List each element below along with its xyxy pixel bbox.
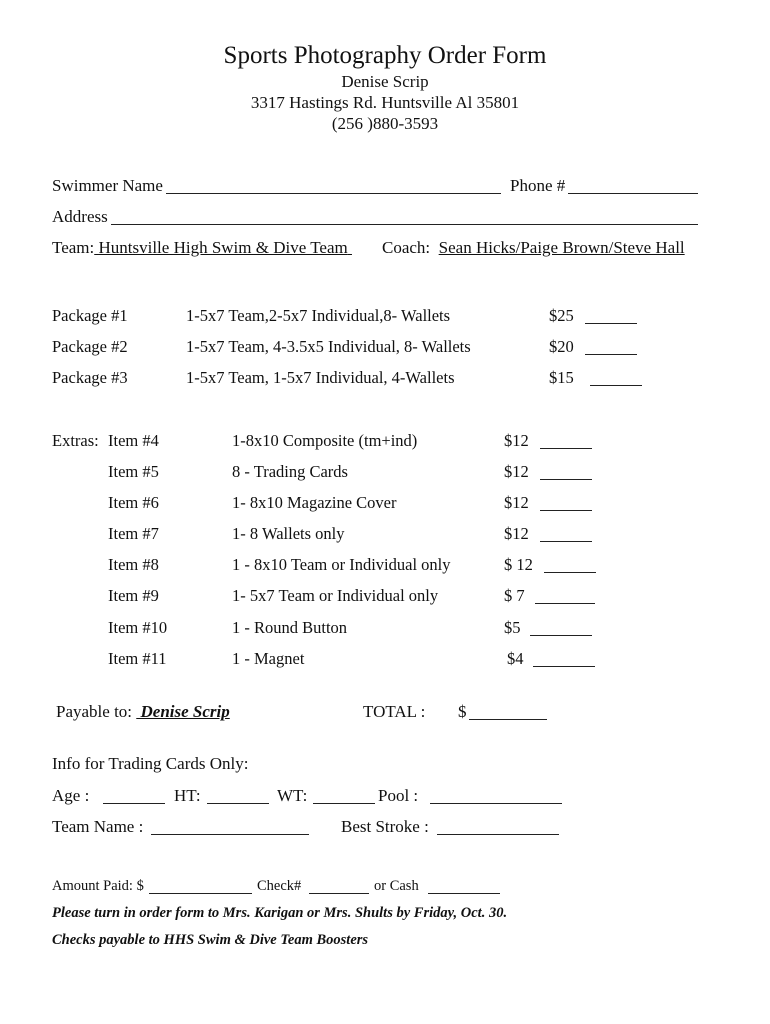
total-label: TOTAL : — [363, 702, 426, 721]
item-10-desc: 1 - Round Button — [232, 618, 348, 637]
item-11-qty-field[interactable] — [533, 666, 595, 667]
item-9-qty-field[interactable] — [535, 603, 595, 604]
package-1-qty-field[interactable] — [585, 323, 637, 324]
trading-cards-heading: Info for Trading Cards Only: — [52, 754, 249, 773]
photographer-address: 3317 Hastings Rd. Huntsville Al 35801 — [250, 93, 520, 112]
package-2-qty-field[interactable] — [585, 354, 637, 355]
pool-label: Pool : — [378, 786, 419, 805]
age-field[interactable] — [103, 803, 165, 804]
wt-field[interactable] — [313, 803, 375, 804]
form-title: Sports Photography Order Form — [223, 42, 547, 69]
package-3-desc: 1-5x7 Team, 1-5x7 Individual, 4-Wallets — [186, 368, 455, 387]
wt-label: WT: — [277, 786, 308, 805]
swimmer-name-label: Swimmer Name — [52, 176, 163, 195]
package-2-desc: 1-5x7 Team, 4-3.5x5 Individual, 8- Wallets — [186, 337, 471, 356]
total-prefix: $ — [458, 702, 467, 721]
coach-label: Coach: — [382, 238, 431, 257]
swimmer-name-field[interactable] — [166, 193, 501, 194]
item-9-desc: 1- 5x7 Team or Individual only — [232, 586, 439, 605]
team-value: Huntsville High Swim & Dive Team — [98, 238, 348, 257]
item-10-label: Item #10 — [108, 618, 168, 637]
checks-payable-note: Checks payable to HHS Swim & Dive Team Boosters — [52, 932, 369, 948]
check-label: Check# — [257, 878, 302, 894]
item-9-label: Item #9 — [108, 586, 159, 605]
address-field[interactable] — [111, 224, 698, 225]
package-2-price: $20 — [549, 337, 574, 356]
item-4-qty-field[interactable] — [540, 448, 592, 449]
item-11-label: Item #11 — [108, 649, 167, 668]
payable-label: Payable to: — [56, 702, 133, 721]
item-7-price: $12 — [504, 524, 529, 543]
coach-value: Sean Hicks/Paige Brown/Steve Hall — [438, 238, 685, 257]
item-8-price: $ 12 — [504, 555, 533, 574]
team-name-label: Team Name : — [52, 817, 144, 836]
team-label: Team: — [52, 238, 95, 257]
team-row — [52, 238, 352, 258]
item-11-desc: 1 - Magnet — [232, 649, 305, 668]
package-1-label: Package #1 — [52, 306, 128, 325]
ht-field[interactable] — [207, 803, 269, 804]
phone-label: Phone # — [510, 176, 566, 195]
package-3-qty-field[interactable] — [590, 385, 642, 386]
photographer-name: Denise Scrip — [341, 72, 429, 91]
payable-value: Denise Scrip — [140, 702, 230, 721]
item-5-desc: 8 - Trading Cards — [232, 462, 348, 481]
best-stroke-label: Best Stroke : — [341, 817, 429, 836]
team-name-field[interactable] — [151, 834, 309, 835]
item-8-desc: 1 - 8x10 Team or Individual only — [232, 555, 451, 574]
item-7-desc: 1- 8 Wallets only — [232, 524, 345, 543]
amount-paid-field[interactable] — [149, 893, 252, 894]
item-4-desc: 1-8x10 Composite (tm+ind) — [232, 431, 418, 450]
coach-row — [382, 238, 685, 258]
package-2-label: Package #2 — [52, 337, 128, 356]
package-3-price: $15 — [549, 368, 574, 387]
item-7-qty-field[interactable] — [540, 541, 592, 542]
package-3-label: Package #3 — [52, 368, 128, 387]
age-label: Age : — [52, 786, 90, 805]
turn-in-note: Please turn in order form to Mrs. Karigan or Mrs. Shults by Friday, Oct. 30. — [52, 905, 508, 921]
item-6-price: $12 — [504, 493, 529, 512]
item-5-qty-field[interactable] — [540, 479, 592, 480]
check-field[interactable] — [309, 893, 369, 894]
item-6-desc: 1- 8x10 Magazine Cover — [232, 493, 397, 512]
ht-label: HT: — [174, 786, 201, 805]
payable-row — [56, 702, 230, 722]
item-5-label: Item #5 — [108, 462, 159, 481]
pool-field[interactable] — [430, 803, 562, 804]
item-6-label: Item #6 — [108, 493, 159, 512]
address-label: Address — [52, 207, 108, 226]
amount-paid-label: Amount Paid: $ — [52, 878, 144, 894]
package-1-desc: 1-5x7 Team,2-5x7 Individual,8- Wallets — [186, 306, 451, 325]
cash-field[interactable] — [428, 893, 500, 894]
total-field[interactable] — [469, 719, 547, 720]
item-8-qty-field[interactable] — [544, 572, 596, 573]
phone-field[interactable] — [568, 193, 698, 194]
item-8-label: Item #8 — [108, 555, 159, 574]
item-11-price: $4 — [507, 649, 524, 668]
item-9-price: $ 7 — [504, 586, 525, 605]
cash-label: or Cash — [374, 878, 419, 894]
item-10-qty-field[interactable] — [530, 635, 592, 636]
extras-label: Extras: — [52, 431, 99, 450]
package-1-price: $25 — [549, 306, 574, 325]
item-6-qty-field[interactable] — [540, 510, 592, 511]
item-5-price: $12 — [504, 462, 529, 481]
item-4-price: $12 — [504, 431, 529, 450]
best-stroke-field[interactable] — [437, 834, 559, 835]
photographer-phone: (256 )880-3593 — [331, 114, 439, 133]
item-4-label: Item #4 — [108, 431, 159, 450]
item-10-price: $5 — [504, 618, 521, 637]
item-7-label: Item #7 — [108, 524, 159, 543]
